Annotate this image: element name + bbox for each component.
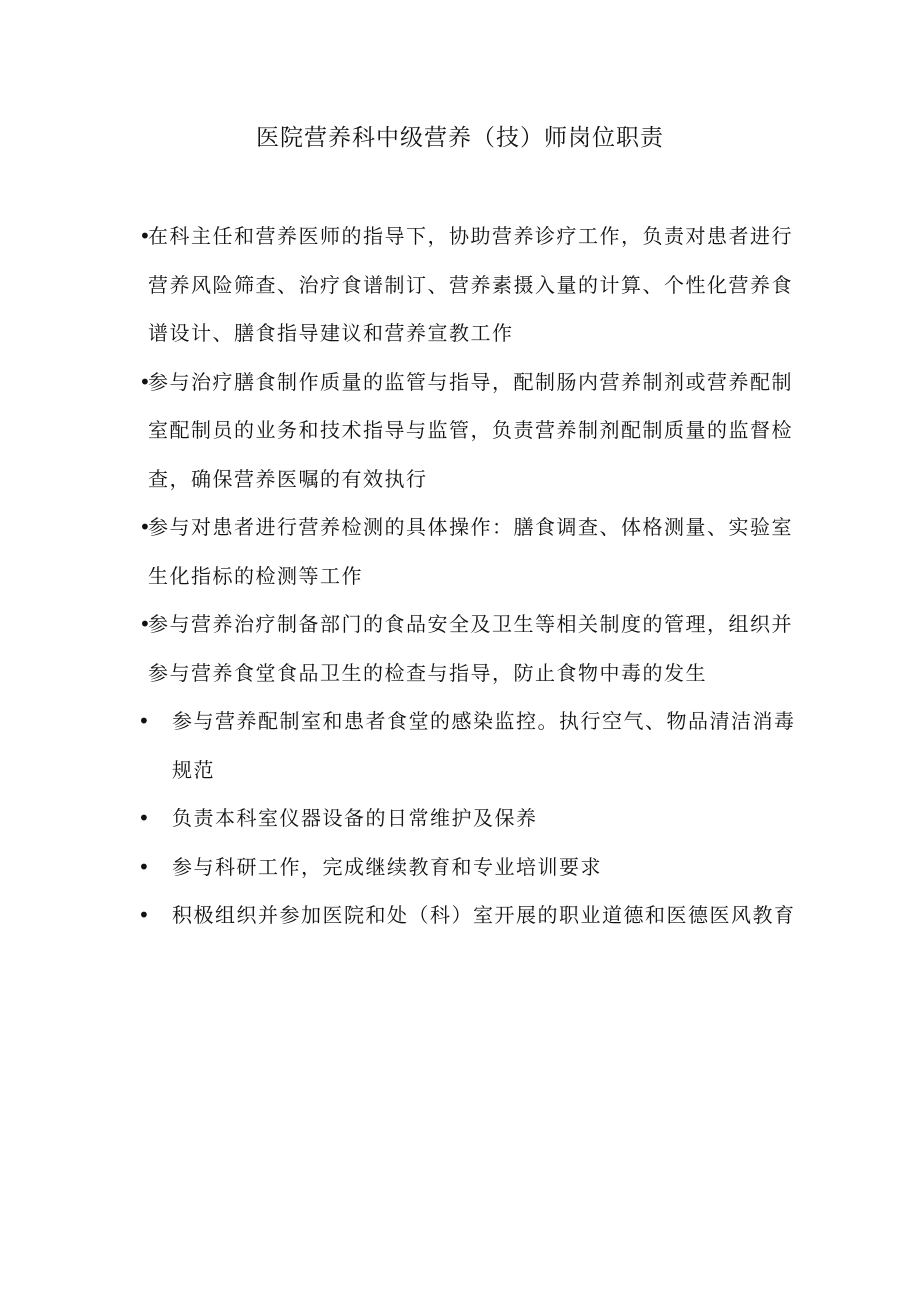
document-title: 医院营养科中级营养（技）师岗位职责 [256, 125, 664, 151]
bullet-icon: • [138, 709, 150, 733]
bullet-icon: • [139, 612, 151, 636]
bullet-icon: • [139, 515, 151, 539]
bullet-icon: • [139, 224, 151, 248]
bullet-icon: • [138, 854, 150, 879]
duty-text: 负责本科室仪器设备的日常维护及保养 [172, 806, 538, 830]
bullet-icon: • [138, 806, 150, 830]
duty-item [134, 891, 804, 940]
duty-item [134, 697, 804, 794]
duty-item [134, 212, 804, 358]
duty-list [134, 212, 804, 940]
duty-item [134, 843, 804, 892]
duty-item [134, 503, 804, 600]
duty-text: 参与对患者进行营养检测的具体操作：膳食调查、体格测量、实验室生化指标的检测等工作 [148, 515, 793, 588]
duty-item [134, 358, 804, 504]
bullet-icon: • [139, 369, 151, 394]
duty-item [134, 600, 804, 697]
duty-text: 参与营养配制室和患者食堂的感染监控。执行空气、物品清洁消毒规范 [172, 709, 796, 782]
duty-text: 参与营养治疗制备部门的食品安全及卫生等相关制度的管理，组织并参与营养食堂食品卫生的检查与指导，防止食物中毒的发生 [148, 612, 793, 685]
duty-item [134, 794, 804, 843]
duty-text: 参与治疗膳食制作质量的监管与指导，配制肠内营养制剂或营养配制室配制员的业务和技术指导与监管，负责营养制剂配制质量的监督检查，确保营养医嘱的有效执行 [148, 369, 793, 491]
duty-text: 参与科研工作，完成继续教育和专业培训要求 [172, 854, 602, 879]
duty-text: 积极组织并参加医院和处（科）室开展的职业道德和医德医风教育 [172, 903, 796, 927]
bullet-icon: • [138, 903, 150, 927]
duty-text: 在科主任和营养医师的指导下，协助营养诊疗工作，负责对患者进行营养风险筛查、治疗食谱制订、营养素摄入量的计算、个性化营养食谱设计、膳食指导建议和营养宣教工作 [148, 224, 793, 345]
